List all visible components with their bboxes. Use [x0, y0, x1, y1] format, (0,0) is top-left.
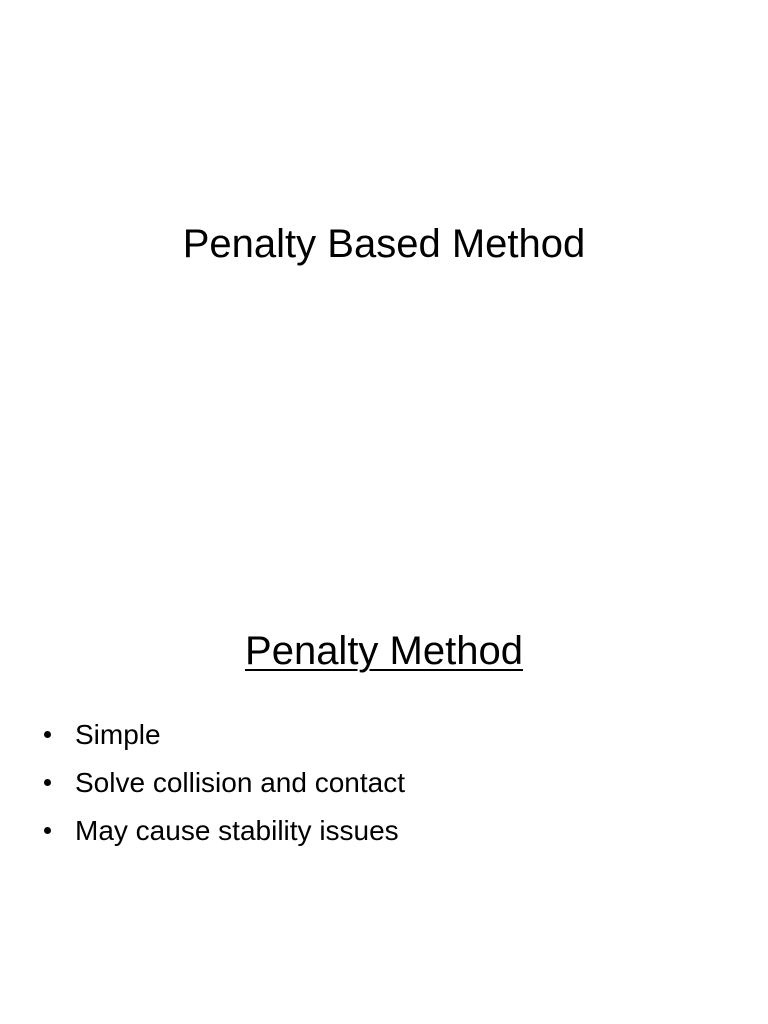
slide-title [0, 625, 768, 677]
bullet-text: May cause stability issues [75, 815, 399, 846]
slide-title: Penalty Based Method [182, 222, 586, 266]
bullet-item [42, 715, 405, 763]
bullet-dot-icon [44, 827, 51, 834]
bullet-list [42, 715, 405, 859]
bullet-dot-icon [44, 779, 51, 786]
bullet-item [42, 763, 405, 811]
slide-2 [0, 512, 768, 1024]
bullet-item [42, 811, 405, 859]
slide-title-text: Penalty Method [245, 629, 523, 673]
bullet-text: Simple [75, 719, 161, 750]
bullet-dot-icon [44, 731, 51, 738]
bullet-text: Solve collision and contact [75, 767, 405, 798]
